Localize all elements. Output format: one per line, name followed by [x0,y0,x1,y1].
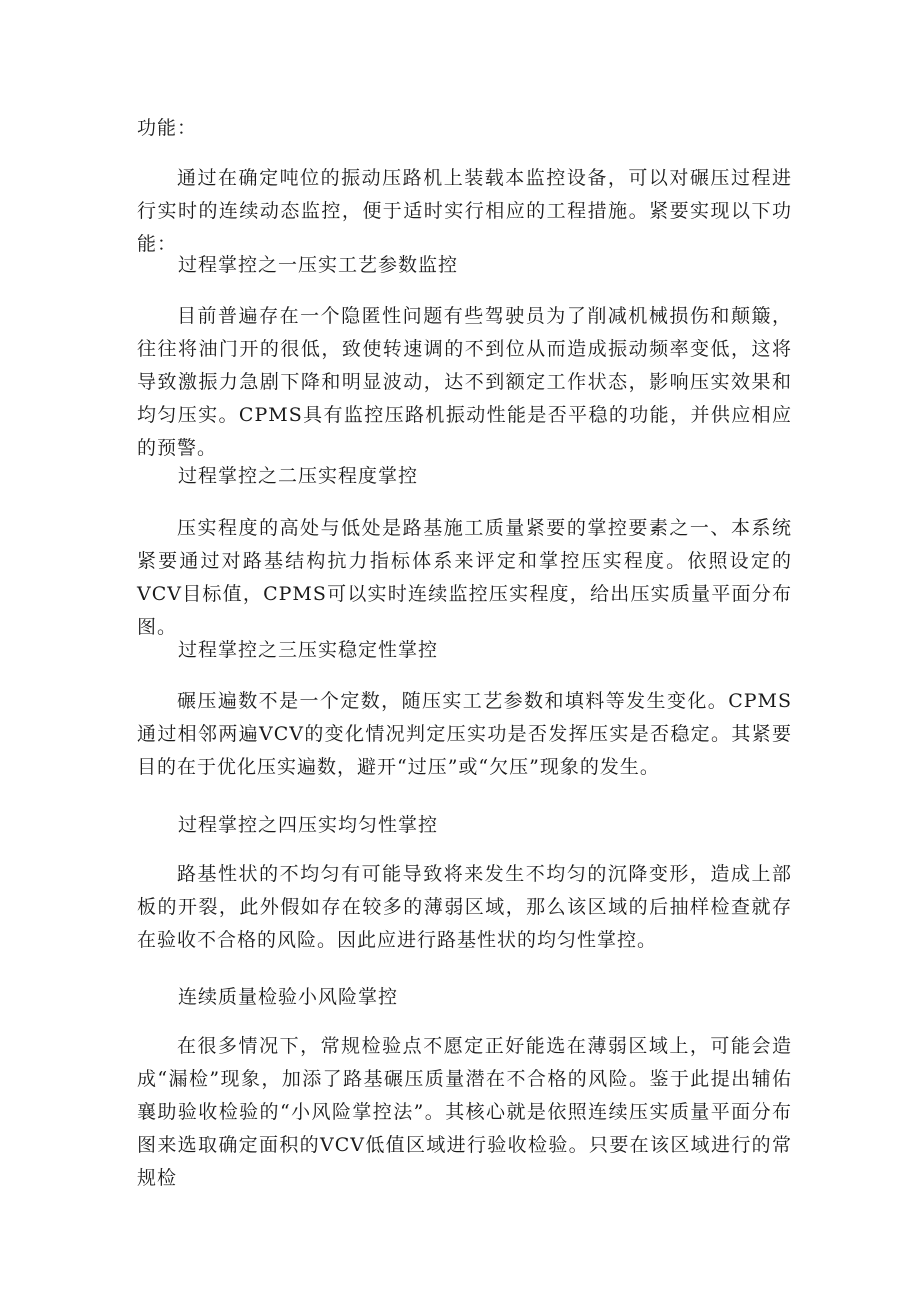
section-1-body: 目前普遍存在一个隐匿性问题有些驾驶员为了削减机械损伤和颠簸，往往将油门开的很低，致使转速调的不到位从而造成振动频率变低，这将导致激振力急剧下降和明显波动，达不到额定工作状态，影响压实效果和均匀压实。CPMS具有监控压路机振动性能是否平稳的功能，并供应相应的预警。 [137,305,792,459]
section-1-heading: 过程掌控之一压实工艺参数监控 [178,254,459,276]
intro-label: 功能： [137,117,198,139]
section-5-body: 在很多情况下，常规检验点不愿定正好能选在薄弱区域上，可能会造成“漏检”现象，加添了路基碾压质量潜在不合格的风险。鉴于此提出辅佑襄助验收检验的“小风险掌控法”。其核心就是依照连续压实质量平面分布图来选取确定面积的VCV低值区域进行验收检验。只要在该区域进行的常规检 [137,1035,792,1189]
section-5-heading: 连续质量检验小风险掌控 [178,986,399,1008]
section-2-heading: 过程掌控之二压实程度掌控 [178,465,419,487]
section-3-body: 碾压遍数不是一个定数，随压实工艺参数和填料等发生变化。CPMS通过相邻两遍VCV的变化情况判定压实功是否发挥压实是否稳定。其紧要目的在于优化压实遍数，避开“过压”或“欠压”现象的发生。 [137,690,792,778]
section-4-heading: 过程掌控之四压实均匀性掌控 [178,814,439,836]
section-2-body: 压实程度的高处与低处是路基施工质量紧要的掌控要素之一、本系统紧要通过对路基结构抗力指标体系来评定和掌控压实程度。依照设定的VCV目标值，CPMS可以实时连续监控压实程度，给出压实质量平面分布图。 [137,517,792,638]
section-4-body: 路基性状的不均匀有可能导致将来发生不均匀的沉降变形，造成上部板的开裂，此外假如存在较多的薄弱区域，那么该区域的后抽样检查就存在验收不合格的风险。因此应进行路基性状的均匀性掌控。 [137,863,792,951]
intro-paragraph: 通过在确定吨位的振动压路机上装载本监控设备，可以对碾压过程进行实时的连续动态监控，便于适时实行相应的工程措施。紧要实现以下功能： [137,167,792,255]
section-3-heading: 过程掌控之三压实稳定性掌控 [178,639,439,661]
